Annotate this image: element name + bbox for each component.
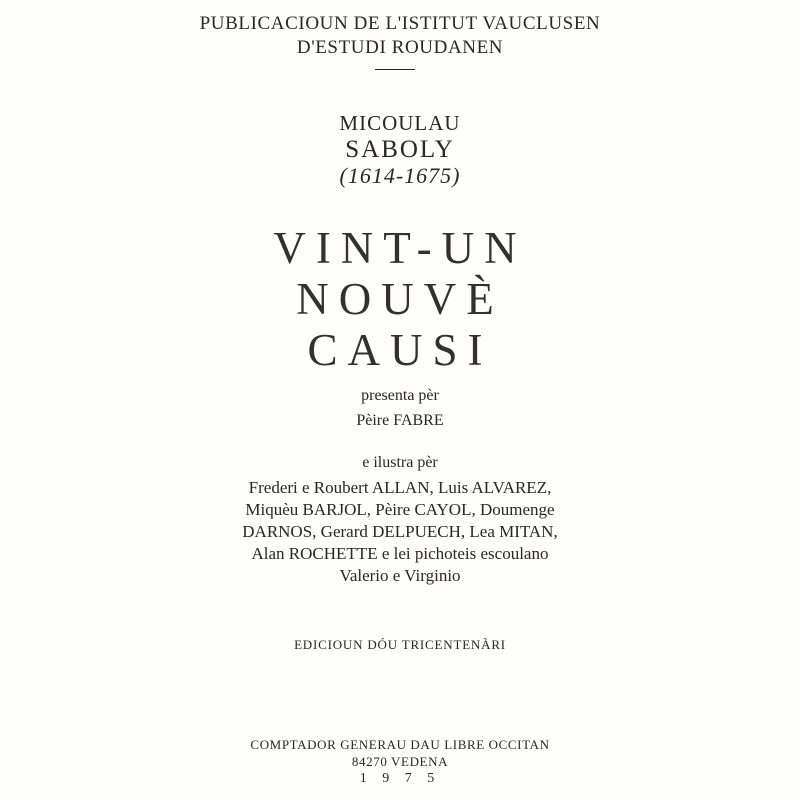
author-last-name: SABOLY: [345, 136, 455, 163]
illustrated-label: e ilustra pèr: [362, 454, 438, 471]
illustrators-line-5: Valerio e Virginio: [339, 566, 461, 585]
presenter-name: Pèire FABRE: [356, 412, 444, 429]
illustrators-line-3: DARNOS, Gerard DELPUECH, Lea MITAN,: [242, 522, 558, 541]
imprint-publisher: COMPTADOR GENERAU DAU LIBRE OCCITAN: [250, 737, 550, 752]
illustrators-line-2: Miquèu BARJOL, Pèire CAYOL, Doumenge: [245, 500, 555, 519]
edition-note: EDICIOUN DÓU TRICENTENÀRI: [294, 637, 506, 652]
publisher-line-1: PUBLICACIOUN DE L'ISTITUT VAUCLUSEN: [199, 13, 601, 34]
title-line-3: CAUSI: [307, 325, 493, 375]
title-line-2: NOUVÈ: [296, 274, 504, 324]
imprint-place: 84270 VEDENA: [351, 754, 449, 769]
illustrators-line-4: Alan ROCHETTE e lei pichoteis escoulano: [251, 544, 549, 563]
author-dates: (1614-1675): [339, 163, 461, 188]
author-first-name: MICOULAU: [339, 111, 461, 135]
title-line-1: VINT-UN: [273, 223, 527, 273]
illustrators-line-1: Frederi e Roubert ALLAN, Luis ALVAREZ,: [248, 478, 552, 497]
divider-rule: [375, 69, 415, 70]
presented-label: presenta pèr: [361, 387, 439, 404]
publisher-line-2: D'ESTUDI ROUDANEN: [296, 37, 504, 58]
imprint-year: 1 9 7 5: [359, 771, 441, 786]
